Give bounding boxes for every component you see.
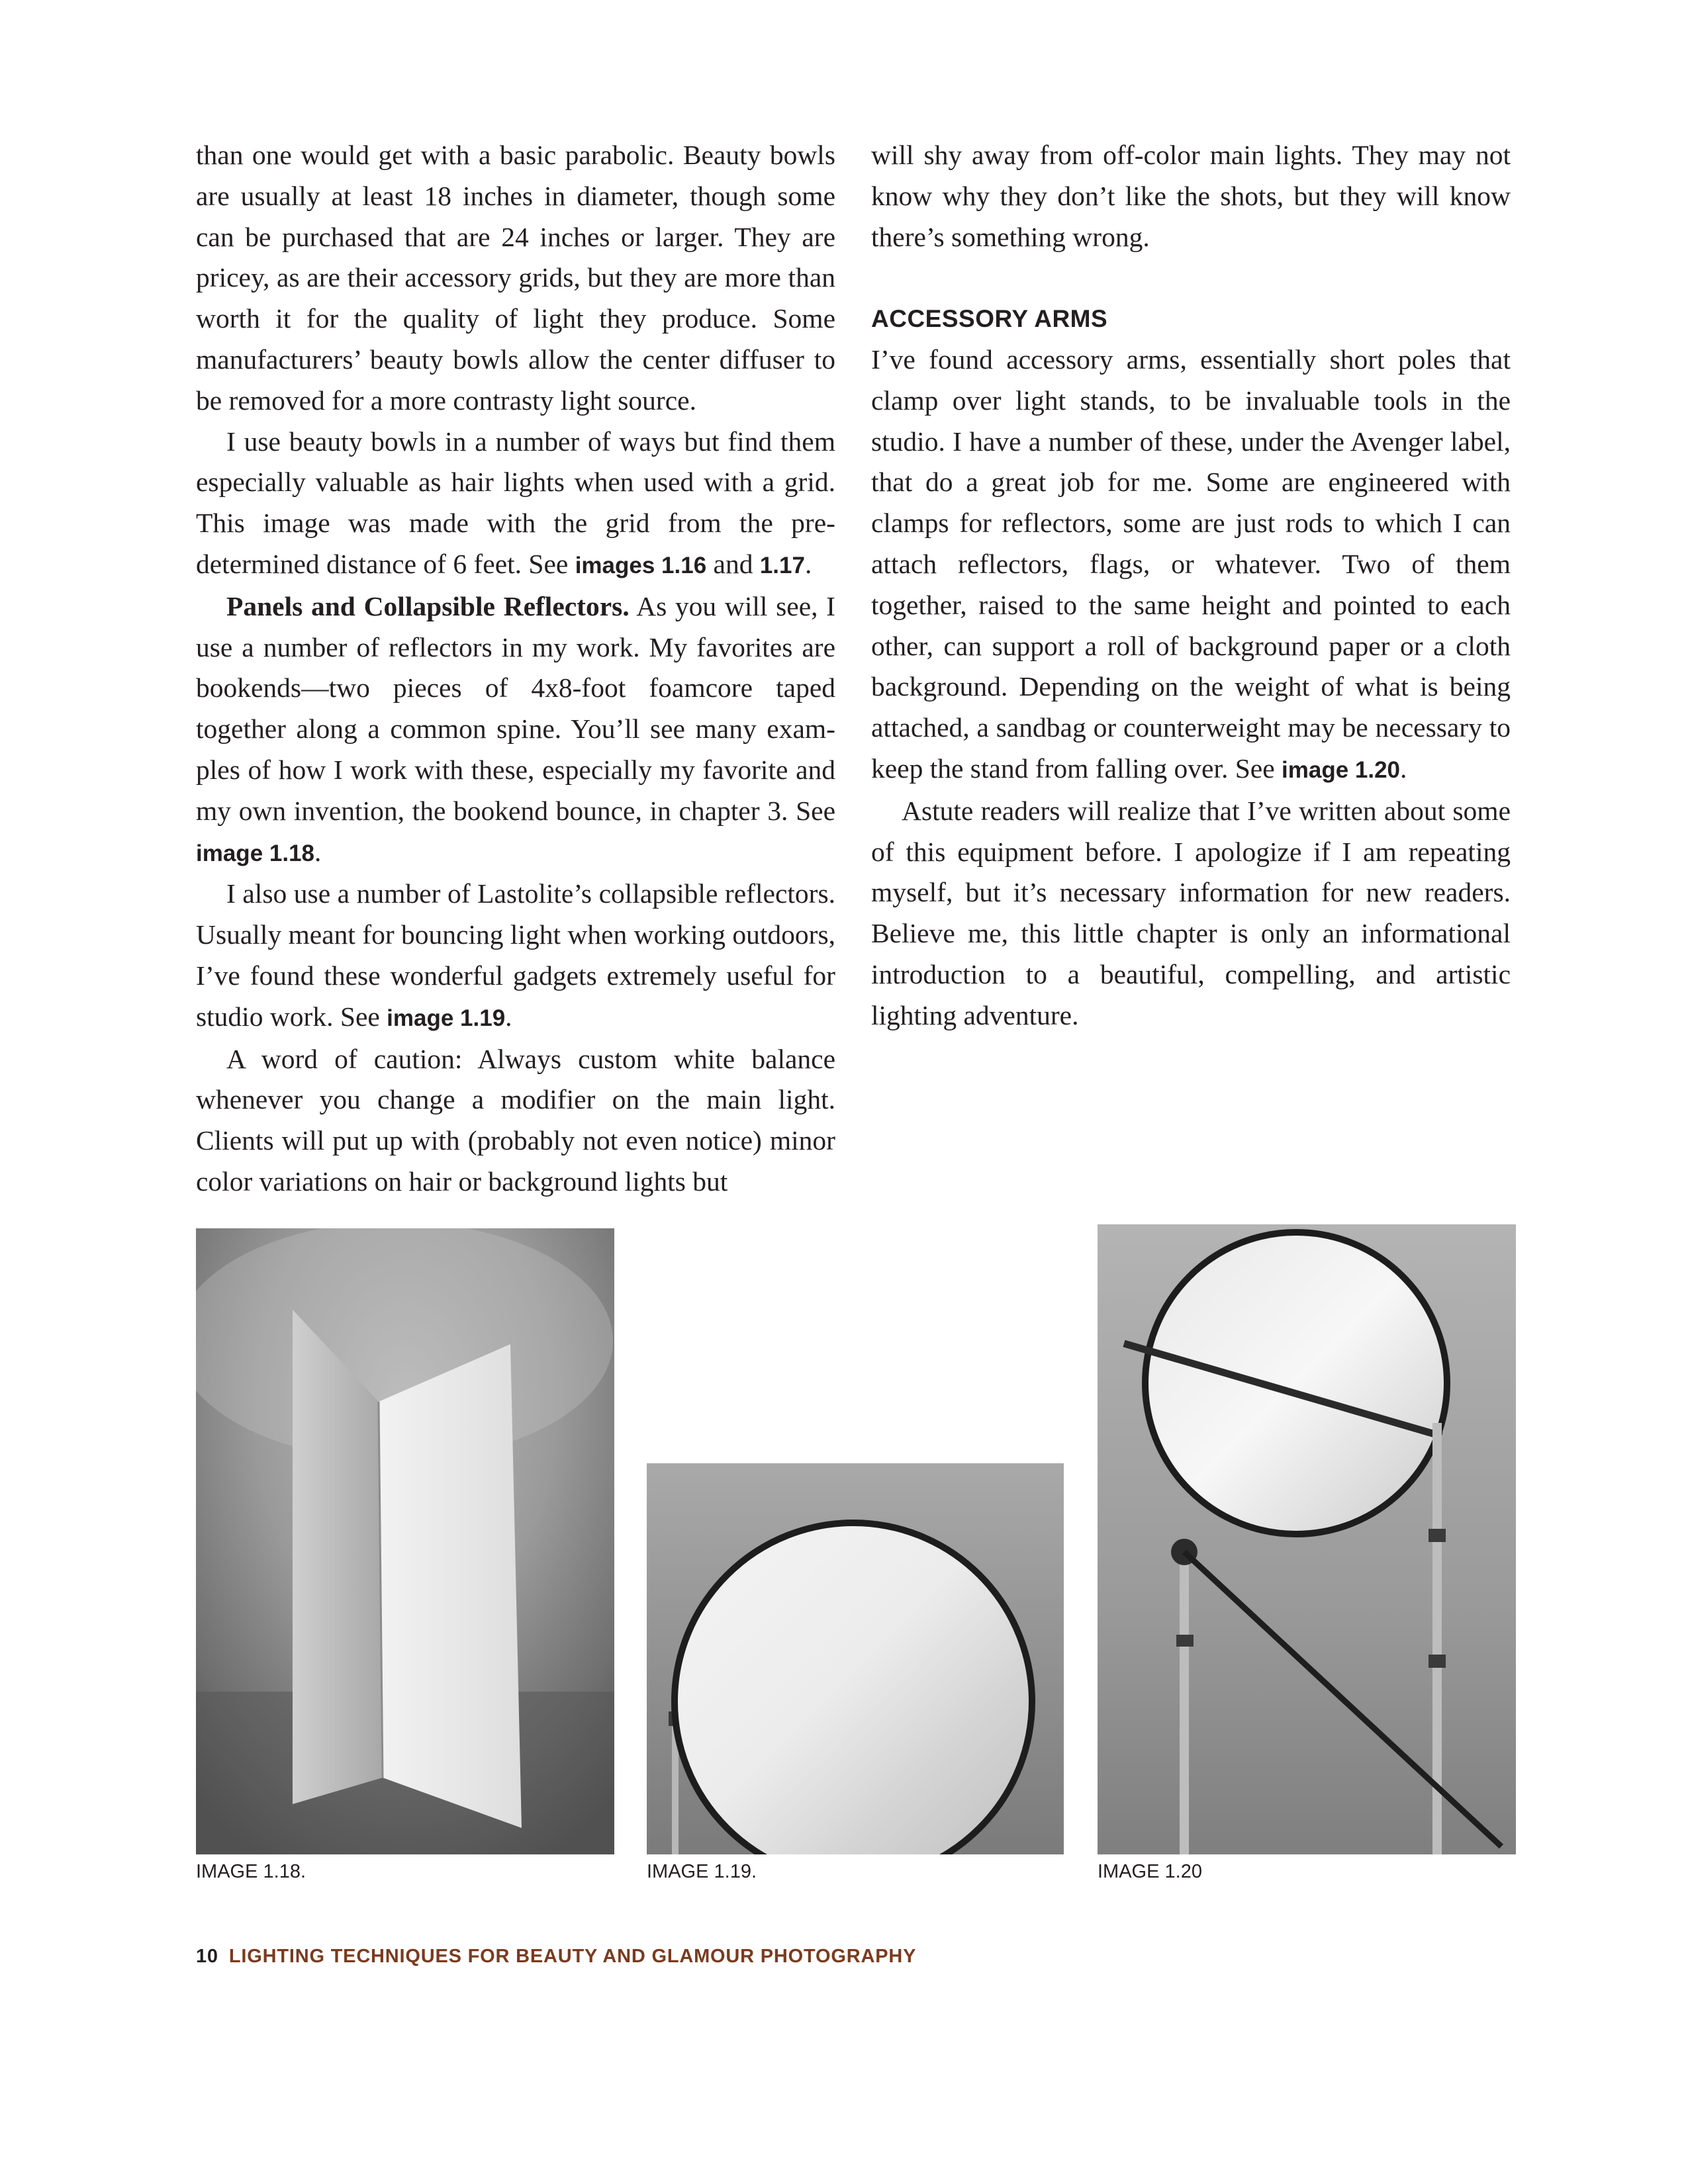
paragraph-text: and [706,548,760,579]
paragraph: Astute readers will realize that I’ve written about some of this equipment before. I apologize if I am repeating myself, but it’s necessary information for new readers. Believe me, this little chapter is only an informational introduction to a beautiful, compelling, and artistic lighting adventure. [871,795,1511,1030]
left-text-column [196,135,835,1203]
image-reference: 1.17 [759,552,805,578]
paragraph [196,586,835,874]
paragraph-text: I also use a number of Lastolite’s collapsible reflectors. Usually meant for bouncing light when working outdoors, I’ve found these wonderful gadgets extremely useful for studio work. See [196,878,835,1032]
paragraph-text: As you will see, I use a number of reflectors in my work. My favorites are bookends—two pieces of 4x8-foot foamcore taped together along a common spine. You’ll see many examples of how I work with these, especially my favorite and my own invention, the bookend bounce, in chapter 3. See [196,590,836,826]
caption-image-1-20: IMAGE 1.20 [1098,1861,1202,1882]
paragraph-text: I use beauty bowls in a number of ways but find them especially valuable as hair lights when used with a grid. This image was made with the grid from the predetermined distance of 6 feet. See [196,426,835,579]
image-reference: image 1.20 [1282,756,1401,783]
paragraph-text: . [505,1001,512,1032]
paragraph [196,874,835,1038]
image-reference: images 1.16 [575,552,707,578]
photo-accessory-arms [1098,1224,1516,1854]
page-footer [196,1946,916,1968]
photo-bookend-reflector [196,1228,614,1854]
paragraph-text: . [1400,752,1407,784]
paragraph [196,422,835,586]
paragraph: will shy away from off-color main lights. They may not know why they don’t like the shots, but they will know there’s something wrong. [871,140,1511,252]
paragraph-text: I’ve found accessory arms, essentially short poles that clamp over light stands, to be invaluable tools in the studio. I have a number of these, under the Avenger label, that do a great job for me. Some are engineered with clamps for reflectors, some are just rods to which I can attach reflectors, flags, or whatever. Two of them together, raised to the same height and pointed to each other, can support a roll of background paper or a cloth background. Depending on the weight of what is being attached, a sandbag or counterweight may be necessary to keep the stand from falling over. See [871,343,1511,784]
paragraph [871,340,1511,791]
photo-collapsible-reflector [647,1463,1064,1854]
caption-image-1-19: IMAGE 1.19. [647,1861,757,1882]
image-reference: image 1.19 [387,1005,506,1031]
running-title: LIGHTING TECHNIQUES FOR BEAUTY AND GLAMOUR PHOTOGRAPHY [228,1946,917,1967]
page-number: 10 [196,1946,218,1967]
right-text-column [871,135,1511,1036]
paragraph-text: . [314,836,322,867]
run-in-heading: Panels and Collapsible Reflectors. [226,590,630,621]
image-reference: image 1.18 [196,840,314,866]
caption-image-1-18: IMAGE 1.18. [196,1861,306,1882]
section-heading: ACCESSORY ARMS [871,305,1108,333]
paragraph: than one would get with a basic parabolic. Beauty bowls are usually at least 18 inches in diameter, though some can be purchased that are 24 inches or larger. They are pricey, as are their accessory grids, but they are more than worth it for the quality of light they produce. Some manufacturers’ beauty bowls allow the center diffuser to be removed for a more contrasty light source. [196,140,835,416]
paragraph: A word of caution: Always custom white balance whenever you change a modifier on the main light. Clients will put up with (probably not even notice) minor color variations on hair or background lights but [196,1043,835,1197]
paragraph-text: . [804,548,812,579]
